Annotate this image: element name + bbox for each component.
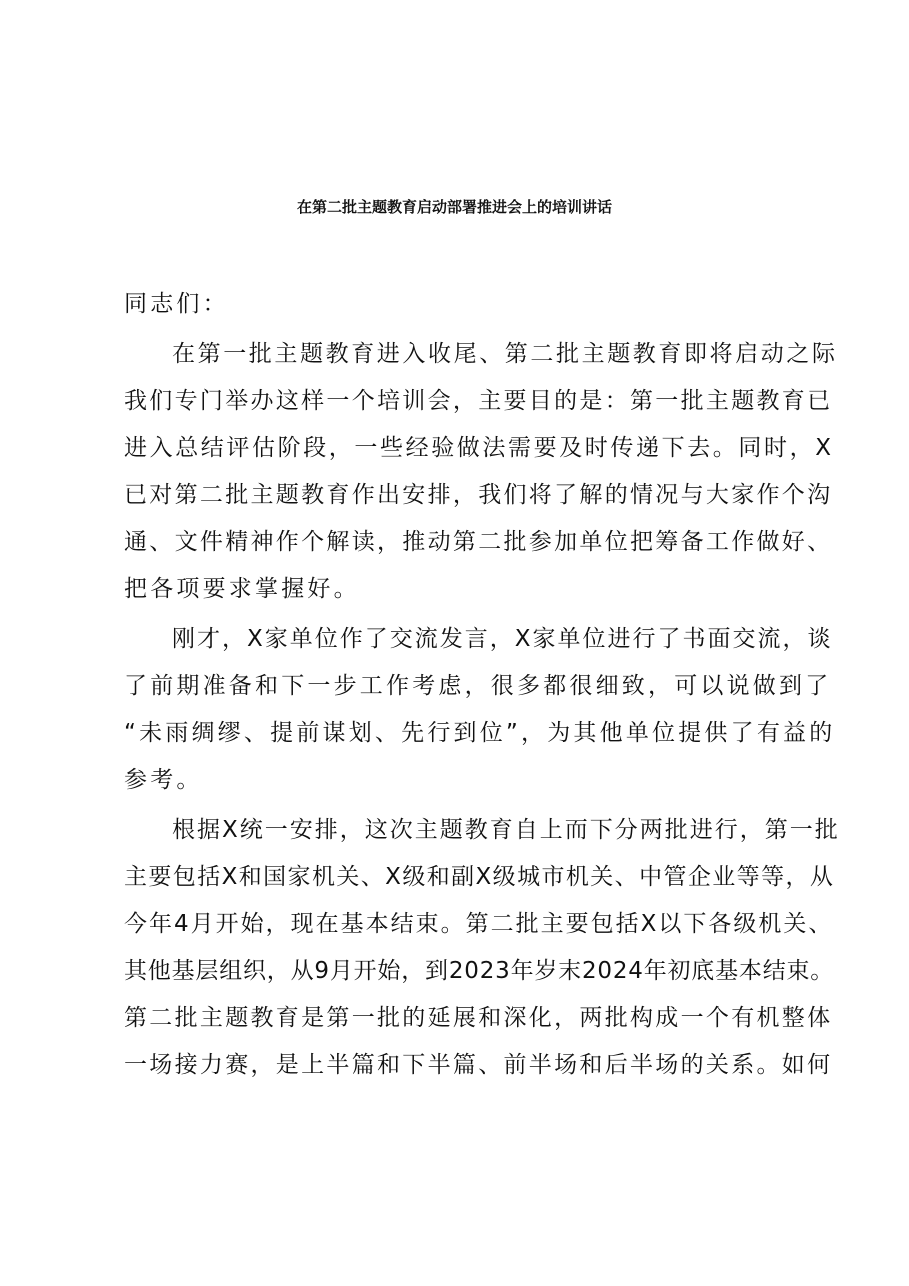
paragraph-1-line-3: 进入总结评估阶段，一些经验做法需要及时传递下去。同时，X — [124, 435, 834, 461]
paragraph-1-line-2: 我们专门举办这样一个培训会，主要目的是：第一批主题教育已 — [124, 388, 833, 414]
paragraph-2-line-1: 刚才，X家单位作了交流发言，X家单位进行了书面交流，谈 — [172, 626, 833, 652]
paragraph-2-line-3: “未雨绸缪、提前谋划、先行到位”，为其他单位提供了有益的 — [124, 720, 836, 746]
paragraph-3-line-1: 根据X统一安排，这次主题教育自上而下分两批进行，第一批 — [172, 817, 840, 843]
paragraph-1-line-4: 已对第二批主题教育作出安排，我们将了解的情况与大家作个沟 — [124, 482, 833, 508]
document-title: 在第二批主题教育启动部署推进会上的培训讲话 — [296, 198, 612, 216]
paragraph-1-line-1: 在第一批主题教育进入收尾、第二批主题教育即将启动之际 — [172, 341, 838, 367]
paragraph-1-line-6: 把各项要求掌握好。 — [124, 576, 360, 602]
salutation: 同志们： — [124, 291, 229, 317]
paragraph-2-line-4: 参考。 — [124, 767, 203, 793]
paragraph-3-line-3: 今年4月开始，现在基本结束。第二批主要包括X以下各级机关、 — [124, 911, 834, 937]
paragraph-2-line-2: 了前期准备和下一步工作考虑，很多都很细致，可以说做到了 — [124, 673, 832, 699]
paragraph-1-line-5: 通、文件精神作个解读，推动第二批参加单位把筹备工作做好、 — [124, 529, 833, 555]
paragraph-3-line-2: 主要包括X和国家机关、X级和副X级城市机关、中管企业等等，从 — [124, 864, 835, 890]
paragraph-3-line-5: 第二批主题教育是第一批的延展和深化，两批构成一个有机整体 — [124, 1005, 833, 1031]
paragraph-3-line-6: 一场接力赛，是上半篇和下半篇、前半场和后半场的关系。如何 — [124, 1052, 833, 1078]
paragraph-3-line-4: 其他基层组织，从9月开始，到2023年岁末2024年初底基本结束。 — [124, 958, 835, 984]
